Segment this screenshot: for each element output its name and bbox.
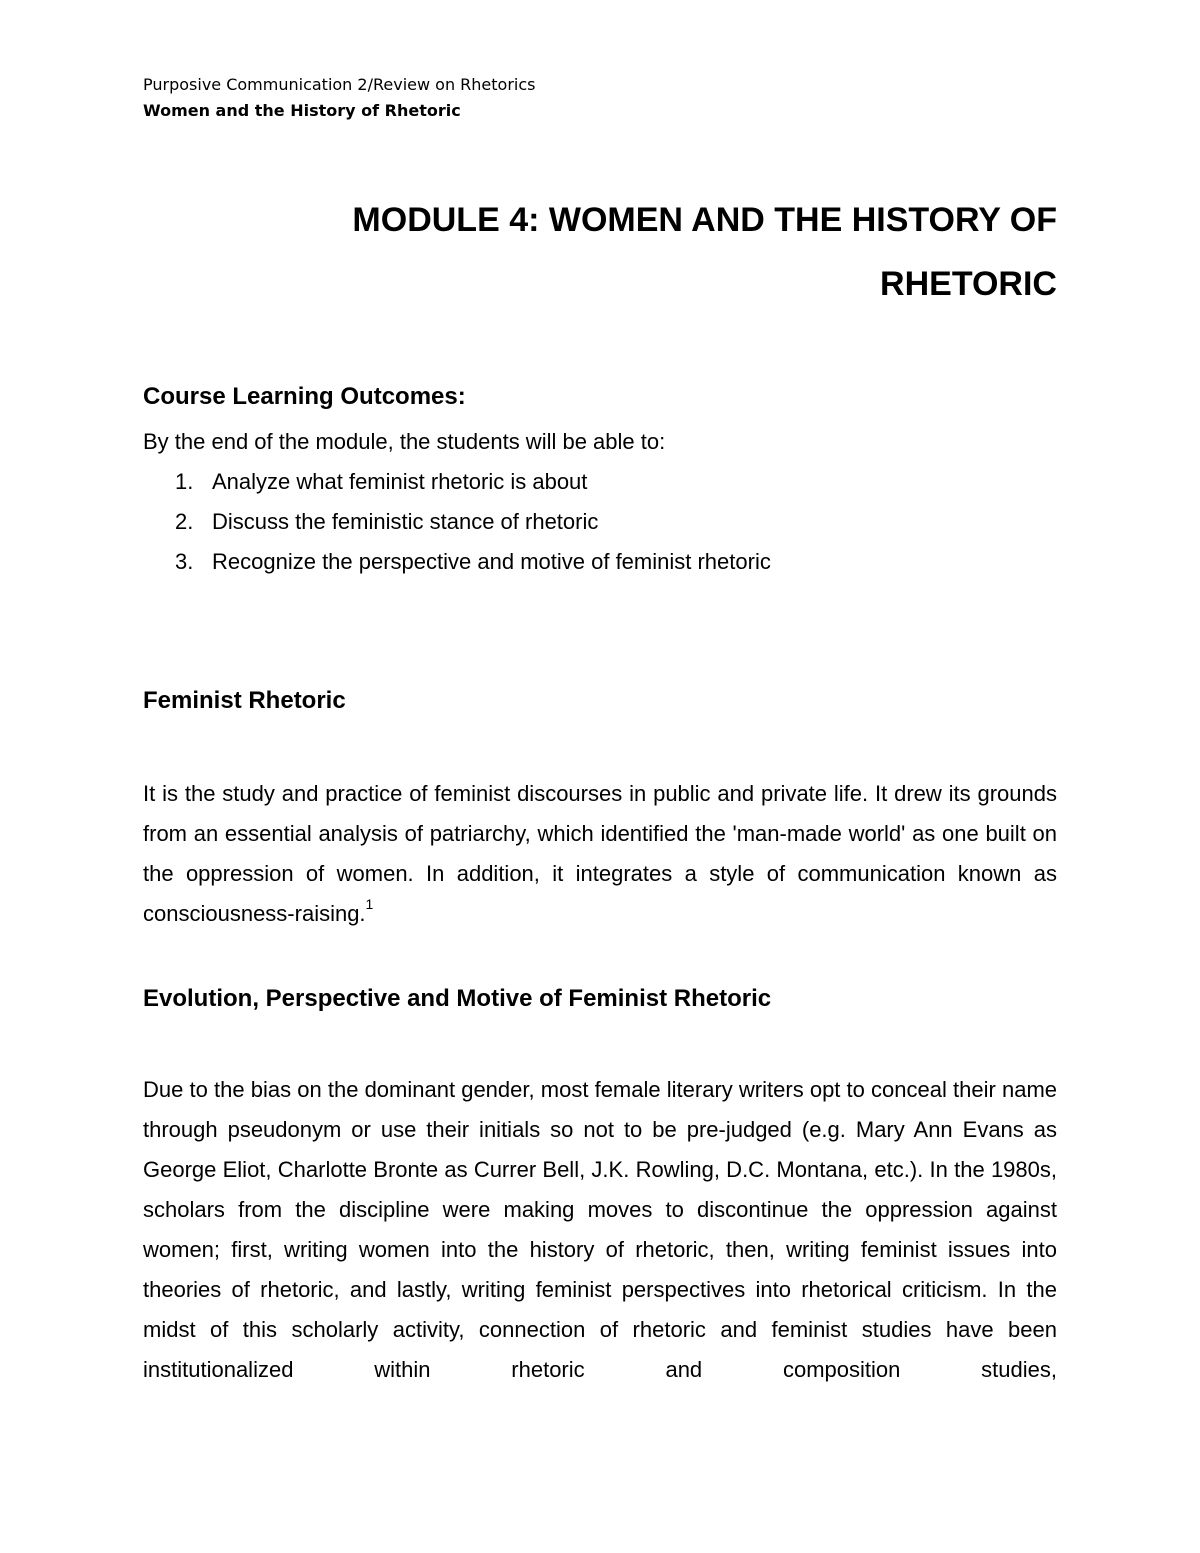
feminist-rhetoric-heading: Feminist Rhetoric	[143, 687, 346, 714]
module-title	[143, 188, 1057, 316]
outcomes-list	[175, 462, 771, 582]
header-topic-line: Women and the History of Rhetoric	[143, 101, 461, 120]
footnote-reference: 1	[365, 896, 374, 912]
paragraph-text: It is the study and practice of feminist discourses in public and private life. It drew its grounds from an essential analysis of patriarchy, which identified the 'man-made world' as one built on the oppression of women. In addition, it integrates a style of communication known as consciousness-raising.	[143, 781, 1057, 926]
list-item-number: 2.	[175, 509, 194, 534]
list-item-number: 3.	[175, 549, 194, 574]
module-title-line-2: RHETORIC	[880, 265, 1057, 303]
running-header	[143, 72, 535, 124]
list-item-text: Recognize the perspective and motive of feminist rhetoric	[212, 549, 771, 574]
list-item-text: Discuss the feministic stance of rhetoric	[212, 509, 599, 534]
list-item-text: Analyze what feminist rhetoric is about	[212, 469, 588, 494]
outcomes-intro: By the end of the module, the students will be able to:	[143, 429, 666, 454]
list-item	[175, 462, 771, 502]
header-course-line: Purposive Communication 2/Review on Rhetorics	[143, 75, 536, 94]
feminist-rhetoric-paragraph	[143, 774, 1057, 934]
module-title-line-1: MODULE 4: WOMEN AND THE HISTORY OF	[352, 201, 1057, 239]
list-item	[175, 502, 771, 542]
outcomes-heading: Course Learning Outcomes:	[143, 383, 466, 410]
list-item-number: 1.	[175, 469, 194, 494]
evolution-heading: Evolution, Perspective and Motive of Feminist Rhetoric	[143, 985, 772, 1012]
list-item	[175, 542, 771, 582]
evolution-paragraph: Due to the bias on the dominant gender, most female literary writers opt to conceal their name through pseudonym or use their initials so not to be pre-judged (e.g. Mary Ann Evans as George Eliot, Charlotte Bronte as Currer Bell, J.K. Rowling, D.C. Montana, etc.). In the 1980s, scholars from the discipline were making moves to discontinue the oppression against women; first, writing women into the history of rhetoric, then, writing feminist issues into theories of rhetoric, and lastly, writing feminist perspectives into rhetorical criticism. In the midst of this scholarly activity, connection of rhetoric and feminist studies have been institutionalized within rhetoric and composition studies,	[143, 1077, 1057, 1382]
